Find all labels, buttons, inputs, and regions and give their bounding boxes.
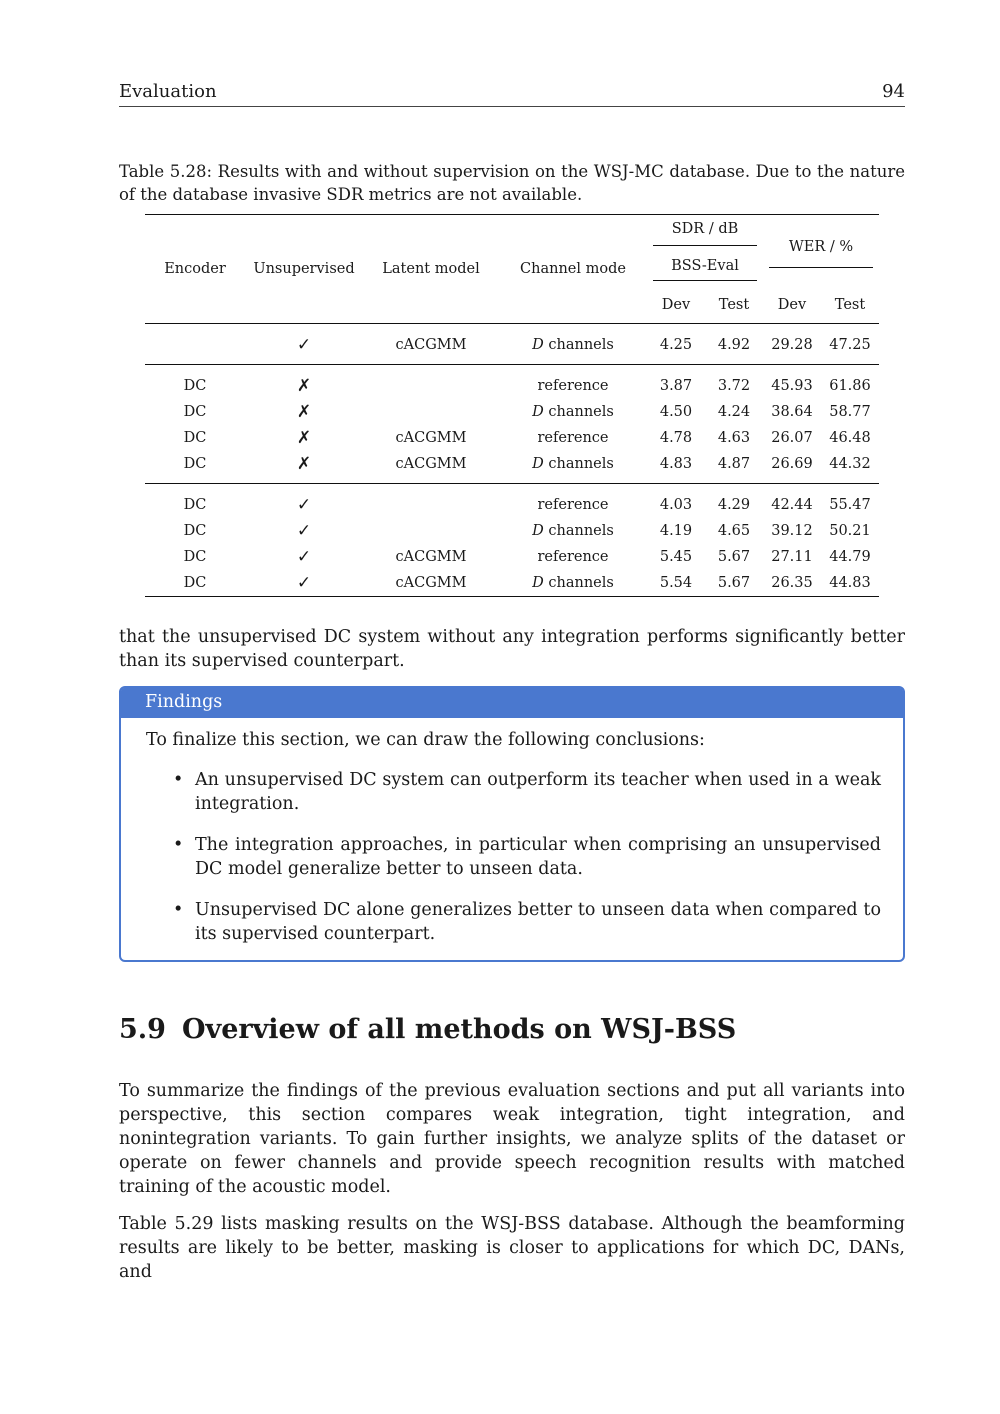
header-page-number: 94 [882, 81, 905, 102]
cell-latent-model [363, 518, 499, 544]
cell-latent-model: cACGMM [363, 570, 499, 597]
cell-wer-test: 61.86 [829, 378, 871, 394]
cell-wer-test: 44.83 [821, 570, 879, 597]
cell-encoder: DC [183, 497, 207, 513]
section-title: Overview of all methods on WSJ-BSS [181, 1014, 737, 1045]
cell-unsupervised: ✗ [296, 402, 312, 422]
findings-intro: To finalize this section, we can draw the following conclusions: [146, 730, 705, 750]
cell-encoder: DC [183, 404, 207, 420]
table-row [145, 451, 879, 477]
table-row [145, 425, 879, 451]
cell-sdr-dev: 4.78 [659, 430, 693, 446]
cell-sdr-test: 5.67 [705, 570, 763, 597]
cell-sdr-dev: 4.25 [659, 337, 693, 353]
cell-sdr-dev: 3.87 [659, 378, 693, 394]
table-row [145, 492, 879, 518]
cell-unsupervised: ✓ [296, 495, 312, 515]
header-chapter: Evaluation [119, 81, 217, 102]
cell-encoder: DC [145, 570, 245, 597]
cell-wer-dev: 27.11 [771, 549, 813, 565]
section-paragraph-1: To summarize the findings of the previous evaluation sections and put all variants into perspective, this section compares weak integration, tight integration, and nonintegration variants. To gain further insights, we analyze splits of the dataset or operate on fewer channels and provide speech recognition results with matched training of the acoustic model. [119, 1081, 905, 1197]
cell-wer-test: 44.79 [829, 549, 871, 565]
col-header-unsupervised: Unsupervised [245, 215, 363, 324]
cell-unsupervised: ✓ [296, 521, 312, 541]
findings-item: • An unsupervised DC system can outperform its teacher when used in a weak integration. [173, 770, 881, 814]
cell-latent-model [363, 373, 499, 399]
results-table [145, 214, 879, 597]
cell-wer-dev: 45.93 [771, 378, 813, 394]
cell-latent-model: cACGMM [395, 456, 467, 472]
cell-sdr-dev: 4.83 [659, 456, 693, 472]
cell-sdr-test: 5.67 [717, 549, 751, 565]
cell-unsupervised: ✓ [245, 570, 363, 597]
bullet-icon: • [173, 770, 184, 790]
cell-sdr-test: 4.65 [717, 523, 751, 539]
cell-latent-model: cACGMM [395, 430, 467, 446]
paragraph-after-table: that the unsupervised DC system without any integration performs significantly better than its supervised counterpart. [119, 627, 905, 671]
table-body [145, 324, 879, 597]
findings-item: • The integration approaches, in particular when comprising an unsupervised DC model generalize better to unseen data. [173, 835, 881, 879]
findings-list [173, 768, 881, 963]
cell-unsupervised: ✓ [296, 335, 312, 355]
cell-wer-test: 46.48 [829, 430, 871, 446]
cell-sdr-test: 3.72 [717, 378, 751, 394]
cell-latent-model: cACGMM [395, 337, 467, 353]
col-header-wer: WER / % [769, 235, 873, 268]
col-header-wer-test: Test [834, 297, 866, 313]
cell-unsupervised: ✗ [296, 454, 312, 474]
cell-encoder: DC [183, 430, 207, 446]
cell-channel-mode: D channels [499, 570, 647, 597]
cell-encoder: DC [183, 523, 207, 539]
cell-wer-test: 55.47 [829, 497, 871, 513]
table-row [145, 399, 879, 425]
running-header [119, 80, 905, 107]
cell-channel-mode: D channels [532, 404, 614, 420]
col-header-sdr-test: Test [718, 297, 750, 313]
table-caption: Table 5.28: Results with and without supervision on the WSJ-MC database. Due to the nature of the database invasive SDR metrics are not available. [119, 162, 905, 204]
cell-encoder [145, 332, 245, 358]
col-header-latent-model: Latent model [363, 215, 499, 324]
cell-wer-test: 58.77 [829, 404, 871, 420]
cell-latent-model [363, 492, 499, 518]
cell-encoder: DC [183, 378, 207, 394]
cell-wer-dev: 38.64 [771, 404, 813, 420]
cell-unsupervised: ✓ [296, 547, 312, 567]
cell-wer-test: 50.21 [829, 523, 871, 539]
cell-channel-mode: D channels [532, 456, 614, 472]
col-header-sdr-dev: Dev [661, 297, 691, 313]
table-row [145, 332, 879, 358]
cell-wer-dev: 29.28 [771, 337, 813, 353]
cell-sdr-test: 4.92 [717, 337, 751, 353]
cell-channel-mode: reference [537, 430, 609, 446]
cell-channel-mode: reference [537, 378, 609, 394]
cell-wer-test: 44.32 [829, 456, 871, 472]
cell-sdr-dev: 5.54 [647, 570, 705, 597]
cell-wer-dev: 42.44 [771, 497, 813, 513]
col-header-bss-eval: BSS-Eval [653, 258, 757, 281]
col-header-encoder: Encoder [145, 215, 245, 324]
table-row [145, 518, 879, 544]
section-heading [119, 1012, 736, 1048]
findings-item: • Unsupervised DC alone generalizes better to unseen data when compared to its supervised counterpart. [173, 900, 881, 944]
cell-latent-model: cACGMM [395, 549, 467, 565]
col-header-channel-mode: Channel mode [499, 215, 647, 324]
cell-encoder: DC [183, 456, 207, 472]
cell-wer-dev: 39.12 [771, 523, 813, 539]
section-paragraph-2: Table 5.29 lists masking results on the WSJ-BSS database. Although the beamforming results are likely to be better, masking is closer to applications for which DC, DANs, and [119, 1214, 905, 1282]
cell-sdr-dev: 4.50 [659, 404, 693, 420]
cell-sdr-test: 4.29 [717, 497, 751, 513]
cell-channel-mode: D channels [532, 337, 614, 353]
cell-wer-dev: 26.69 [771, 456, 813, 472]
cell-sdr-test: 4.63 [717, 430, 751, 446]
col-header-wer-dev: Dev [777, 297, 807, 313]
cell-channel-mode: reference [537, 497, 609, 513]
cell-sdr-dev: 4.19 [659, 523, 693, 539]
col-header-sdr: SDR / dB [653, 221, 757, 246]
cell-unsupervised: ✗ [296, 428, 312, 448]
findings-title: Findings [121, 688, 903, 718]
cell-wer-dev: 26.35 [763, 570, 821, 597]
cell-sdr-dev: 4.03 [659, 497, 693, 513]
cell-wer-dev: 26.07 [771, 430, 813, 446]
bullet-icon: • [173, 835, 184, 855]
table-row [145, 373, 879, 399]
bullet-icon: • [173, 900, 184, 920]
cell-sdr-test: 4.87 [717, 456, 751, 472]
cell-latent-model [363, 399, 499, 425]
cell-sdr-test: 4.24 [717, 404, 751, 420]
cell-unsupervised: ✗ [296, 376, 312, 396]
cell-channel-mode: D channels [532, 523, 614, 539]
cell-wer-test: 47.25 [829, 337, 871, 353]
cell-channel-mode: reference [537, 549, 609, 565]
table-row [145, 570, 879, 597]
section-number: 5.9 [119, 1014, 166, 1045]
cell-sdr-dev: 5.45 [659, 549, 693, 565]
cell-encoder: DC [183, 549, 207, 565]
findings-box [119, 686, 905, 962]
table-row [145, 544, 879, 570]
